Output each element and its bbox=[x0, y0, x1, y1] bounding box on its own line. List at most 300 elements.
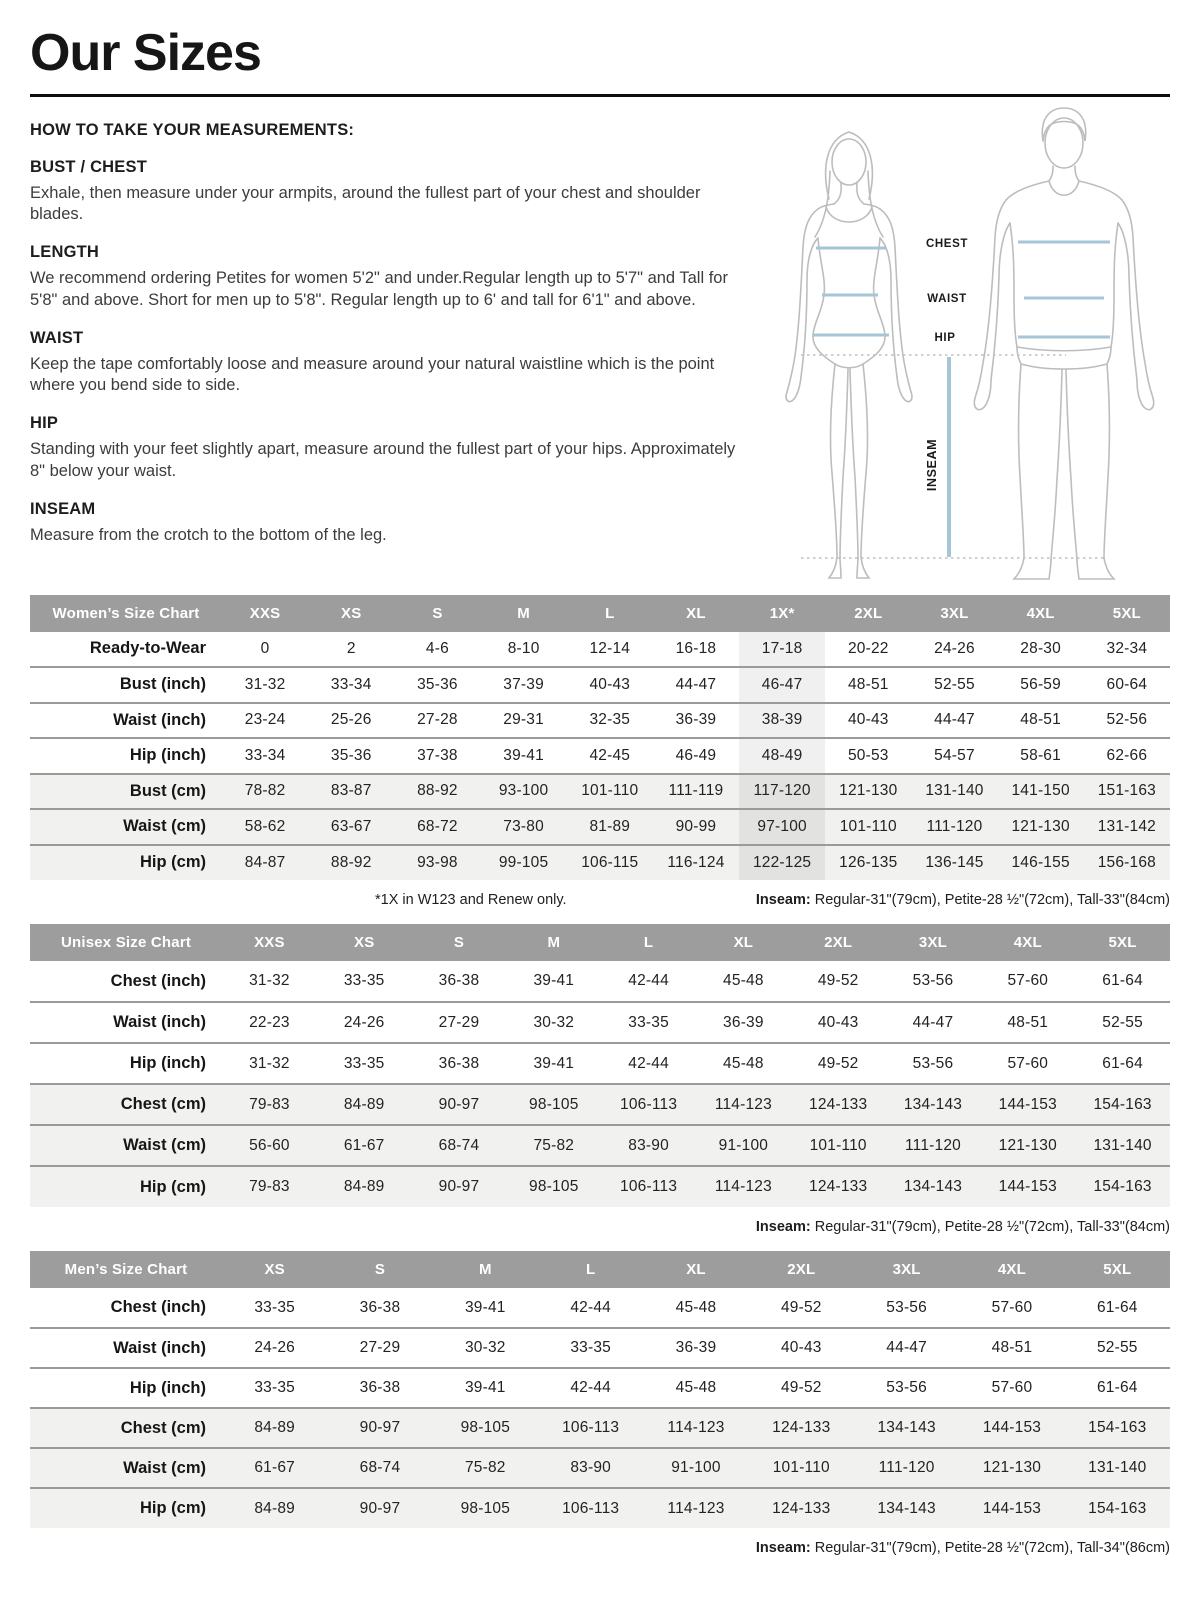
table-row bbox=[30, 1448, 1170, 1488]
size-column-header: S bbox=[394, 595, 480, 632]
size-column-header: 5XL bbox=[1065, 1251, 1170, 1288]
size-column-header: XS bbox=[308, 595, 394, 632]
size-column-header: XL bbox=[643, 1251, 748, 1288]
section-body: Keep the tape comfortably loose and measure around your natural waistline which is the point where you bend side to side. bbox=[30, 354, 715, 395]
size-column-header: XL bbox=[653, 595, 739, 632]
size-column-header: 4XL bbox=[959, 1251, 1064, 1288]
size-value-cell: 31-32 bbox=[249, 1054, 290, 1072]
section-length bbox=[30, 243, 748, 312]
size-value-cell: 114-123 bbox=[714, 1095, 772, 1113]
section-body: We recommend ordering Petites for women 5'2" and under.Regular length up to 5'7" and Tall for 5'8" and above. Short for men up to 5'8". Regular length up to 6' and tall for 6'1" and above. bbox=[30, 269, 728, 309]
size-value-cell: 16-18 bbox=[675, 639, 717, 657]
section-title: INSEAM bbox=[30, 499, 96, 518]
size-value-cell: 52-55 bbox=[1096, 1339, 1138, 1357]
size-value-cell: 30-32 bbox=[533, 1013, 575, 1031]
size-value-cell: 144-153 bbox=[982, 1419, 1042, 1437]
size-value-cell: 68-72 bbox=[417, 817, 458, 835]
size-value-cell: 154-163 bbox=[1088, 1499, 1147, 1517]
size-value-cell: 33-35 bbox=[570, 1339, 611, 1357]
size-value-cell: 84-89 bbox=[254, 1419, 295, 1437]
size-value-cell: 124-133 bbox=[809, 1178, 868, 1196]
table-row bbox=[30, 1002, 1170, 1043]
size-value-cell: 68-74 bbox=[359, 1459, 401, 1477]
size-column-header: S bbox=[412, 924, 507, 961]
size-column-header: 2XL bbox=[749, 1251, 854, 1288]
size-value-cell: 131-140 bbox=[925, 782, 984, 800]
size-value-cell: 114-123 bbox=[667, 1419, 725, 1437]
size-value-cell: 29-31 bbox=[503, 711, 544, 729]
size-value-cell: 28-30 bbox=[1020, 639, 1061, 657]
size-value-cell: 32-35 bbox=[589, 711, 631, 729]
size-value-cell: 36-38 bbox=[438, 972, 480, 990]
size-value-cell: 24-26 bbox=[254, 1339, 295, 1357]
size-value-cell: 38-39 bbox=[739, 703, 825, 739]
section-title: WAIST bbox=[30, 328, 84, 347]
size-value-cell: 4-6 bbox=[425, 639, 449, 657]
size-value-cell: 42-44 bbox=[628, 972, 669, 990]
size-value-cell: 44-47 bbox=[886, 1339, 927, 1357]
size-value-cell: 134-143 bbox=[903, 1178, 963, 1196]
size-value-cell: 33-35 bbox=[628, 1013, 669, 1031]
size-value-cell: 31-32 bbox=[249, 972, 290, 990]
size-value-cell: 122-125 bbox=[739, 845, 825, 881]
size-value-cell: 61-64 bbox=[1102, 972, 1143, 990]
size-value-cell: 111-120 bbox=[904, 1136, 961, 1154]
section-waist bbox=[30, 329, 748, 398]
size-value-cell: 154-163 bbox=[1093, 1178, 1152, 1196]
table-row bbox=[30, 1488, 1170, 1528]
size-value-cell: 98-105 bbox=[529, 1178, 579, 1196]
size-value-cell: 134-143 bbox=[903, 1095, 963, 1113]
size-value-cell: 39-41 bbox=[533, 1054, 575, 1072]
size-value-cell: 22-23 bbox=[249, 1013, 290, 1031]
size-value-cell: 98-105 bbox=[460, 1419, 511, 1437]
size-value-cell: 33-35 bbox=[343, 1054, 385, 1072]
size-value-cell: 93-100 bbox=[498, 782, 549, 800]
size-value-cell: 84-89 bbox=[254, 1499, 295, 1517]
size-value-cell: 90-97 bbox=[359, 1419, 401, 1437]
size-value-cell: 57-60 bbox=[1007, 1054, 1049, 1072]
table-row bbox=[30, 1125, 1170, 1166]
section-title: BUST / CHEST bbox=[30, 157, 147, 176]
size-value-cell: 131-140 bbox=[1088, 1459, 1147, 1477]
size-value-cell: 146-155 bbox=[1011, 853, 1070, 871]
size-value-cell: 156-168 bbox=[1097, 853, 1156, 871]
size-value-cell: 23-24 bbox=[244, 711, 286, 729]
size-value-cell: 17-18 bbox=[739, 632, 825, 668]
unisex-size-chart-table bbox=[30, 924, 1170, 1207]
size-value-cell: 36-38 bbox=[359, 1298, 401, 1316]
size-value-cell: 154-163 bbox=[1093, 1095, 1152, 1113]
size-column-header: XL bbox=[696, 924, 791, 961]
row-label: Chest (cm) bbox=[120, 1418, 206, 1437]
size-column-header: XXS bbox=[222, 924, 317, 961]
section-title: LENGTH bbox=[30, 243, 100, 262]
table-row bbox=[30, 809, 1170, 845]
row-label: Waist (inch) bbox=[113, 1013, 206, 1032]
row-label: Waist (cm) bbox=[123, 1458, 206, 1477]
size-value-cell: 24-26 bbox=[934, 639, 975, 657]
size-column-header: S bbox=[327, 1251, 432, 1288]
size-value-cell: 111-120 bbox=[878, 1459, 935, 1477]
size-value-cell: 154-163 bbox=[1088, 1419, 1147, 1437]
size-value-cell: 63-67 bbox=[330, 817, 372, 835]
row-label: Bust (cm) bbox=[129, 781, 206, 800]
row-label: Chest (inch) bbox=[110, 971, 206, 990]
size-value-cell: 57-60 bbox=[991, 1379, 1033, 1397]
size-value-cell: 46-47 bbox=[739, 667, 825, 703]
size-value-cell: 84-89 bbox=[343, 1095, 385, 1113]
size-column-header: 3XL bbox=[886, 924, 981, 961]
size-value-cell: 53-56 bbox=[912, 1054, 954, 1072]
section-body: Standing with your feet slightly apart, measure around the fullest part of your hips. Approximately 8" below your waist. bbox=[30, 440, 736, 480]
size-value-cell: 61-64 bbox=[1096, 1298, 1138, 1316]
size-value-cell: 144-153 bbox=[998, 1095, 1057, 1113]
size-value-cell: 88-92 bbox=[330, 853, 372, 871]
size-value-cell: 90-99 bbox=[675, 817, 717, 835]
size-value-cell: 136-145 bbox=[925, 853, 984, 871]
size-value-cell: 49-52 bbox=[817, 972, 859, 990]
size-value-cell: 27-28 bbox=[417, 711, 458, 729]
size-column-header: M bbox=[506, 924, 601, 961]
size-value-cell: 141-150 bbox=[1011, 782, 1070, 800]
size-value-cell: 121-130 bbox=[1011, 817, 1070, 835]
row-label: Waist (inch) bbox=[113, 710, 206, 729]
size-value-cell: 8-10 bbox=[507, 639, 540, 657]
inseam-note bbox=[756, 1219, 1170, 1235]
howto-text-column bbox=[30, 121, 758, 589]
table-row bbox=[30, 703, 1170, 739]
size-value-cell: 40-43 bbox=[847, 711, 889, 729]
size-value-cell: 45-48 bbox=[723, 972, 764, 990]
section-bust-chest bbox=[30, 158, 748, 227]
size-value-cell: 121-130 bbox=[839, 782, 898, 800]
row-label: Waist (cm) bbox=[123, 1136, 206, 1155]
size-value-cell: 91-100 bbox=[671, 1459, 721, 1477]
section-hip bbox=[30, 414, 748, 483]
table-row bbox=[30, 845, 1170, 881]
size-value-cell: 48-51 bbox=[847, 675, 889, 693]
table-row bbox=[30, 1166, 1170, 1207]
size-value-cell: 79-83 bbox=[249, 1178, 290, 1196]
size-value-cell: 79-83 bbox=[249, 1095, 290, 1113]
womens-size-chart-section bbox=[30, 595, 1170, 909]
size-column-header: L bbox=[567, 595, 653, 632]
size-value-cell: 114-123 bbox=[714, 1178, 772, 1196]
size-value-cell: 93-98 bbox=[417, 853, 458, 871]
size-value-cell: 106-115 bbox=[581, 853, 639, 871]
size-value-cell: 62-66 bbox=[1106, 746, 1148, 764]
size-value-cell: 36-39 bbox=[675, 1339, 717, 1357]
size-value-cell: 97-100 bbox=[739, 809, 825, 845]
size-value-cell: 90-97 bbox=[438, 1178, 480, 1196]
size-value-cell: 124-133 bbox=[772, 1419, 831, 1437]
row-label: Hip (inch) bbox=[129, 746, 206, 765]
man-silhouette-icon bbox=[974, 108, 1153, 579]
mens-size-chart-table bbox=[30, 1251, 1170, 1528]
title-divider bbox=[30, 94, 1170, 97]
size-value-cell: 45-48 bbox=[675, 1379, 717, 1397]
size-value-cell: 44-47 bbox=[675, 675, 717, 693]
unisex-size-chart-section bbox=[30, 924, 1170, 1235]
size-value-cell: 36-38 bbox=[438, 1054, 480, 1072]
size-value-cell: 56-60 bbox=[249, 1136, 290, 1154]
size-value-cell: 33-35 bbox=[254, 1298, 295, 1316]
size-column-header: M bbox=[433, 1251, 538, 1288]
size-value-cell: 49-52 bbox=[817, 1054, 859, 1072]
inseam-note-text: Regular-31"(79cm), Petite-28 ½"(72cm), Tall-33"(84cm) bbox=[810, 892, 1170, 909]
size-value-cell: 106-113 bbox=[562, 1419, 620, 1437]
size-value-cell: 90-97 bbox=[438, 1095, 480, 1113]
row-label: Chest (inch) bbox=[110, 1298, 206, 1317]
row-label: Bust (inch) bbox=[119, 675, 206, 694]
waist-label: WAIST bbox=[927, 292, 967, 305]
size-value-cell: 31-32 bbox=[244, 675, 286, 693]
size-value-cell: 42-44 bbox=[628, 1054, 669, 1072]
size-value-cell: 124-133 bbox=[809, 1095, 868, 1113]
size-column-header: L bbox=[538, 1251, 643, 1288]
inseam-note-label: Inseam: bbox=[755, 1540, 811, 1557]
size-value-cell: 42-44 bbox=[570, 1379, 611, 1397]
size-value-cell: 50-53 bbox=[847, 746, 889, 764]
mens-footnote bbox=[30, 1540, 1170, 1556]
one-x-note: *1X in W123 and Renew only. bbox=[375, 892, 567, 909]
size-value-cell: 101-110 bbox=[581, 782, 639, 800]
table-row bbox=[30, 1084, 1170, 1125]
size-column-header: 2XL bbox=[825, 595, 911, 632]
size-value-cell: 106-113 bbox=[620, 1178, 678, 1196]
size-value-cell: 30-32 bbox=[464, 1339, 506, 1357]
size-value-cell: 33-34 bbox=[330, 675, 372, 693]
row-label: Chest (cm) bbox=[120, 1095, 206, 1114]
size-value-cell: 61-64 bbox=[1096, 1379, 1138, 1397]
size-value-cell: 53-56 bbox=[886, 1298, 927, 1316]
table-title: Men’s Size Chart bbox=[30, 1251, 222, 1288]
table-row bbox=[30, 1408, 1170, 1448]
table-title: Women’s Size Chart bbox=[30, 595, 222, 632]
size-value-cell: 84-89 bbox=[343, 1178, 385, 1196]
size-value-cell: 111-119 bbox=[668, 782, 724, 800]
size-value-cell: 126-135 bbox=[839, 853, 898, 871]
unisex-footnote bbox=[30, 1219, 1170, 1235]
table-row bbox=[30, 738, 1170, 774]
inseam-note bbox=[756, 892, 1170, 908]
size-value-cell: 52-56 bbox=[1106, 711, 1148, 729]
size-value-cell: 78-82 bbox=[244, 782, 286, 800]
table-row bbox=[30, 1328, 1170, 1368]
size-value-cell: 57-60 bbox=[1007, 972, 1049, 990]
size-value-cell: 36-39 bbox=[723, 1013, 764, 1031]
row-label: Hip (cm) bbox=[140, 1177, 206, 1196]
size-value-cell: 151-163 bbox=[1097, 782, 1156, 800]
size-column-header: XS bbox=[317, 924, 412, 961]
size-value-cell: 90-97 bbox=[359, 1499, 401, 1517]
size-value-cell: 54-57 bbox=[934, 746, 975, 764]
size-value-cell: 48-51 bbox=[991, 1339, 1033, 1357]
size-column-header: L bbox=[601, 924, 696, 961]
size-value-cell: 39-41 bbox=[464, 1298, 506, 1316]
size-value-cell: 111-120 bbox=[926, 817, 983, 835]
measurement-diagram bbox=[758, 121, 1170, 589]
chest-label: CHEST bbox=[926, 237, 968, 250]
size-value-cell: 101-110 bbox=[839, 817, 897, 835]
size-value-cell: 45-48 bbox=[675, 1298, 717, 1316]
table-row bbox=[30, 632, 1170, 668]
size-value-cell: 84-87 bbox=[244, 853, 286, 871]
size-value-cell: 61-67 bbox=[343, 1136, 385, 1154]
size-value-cell: 91-100 bbox=[718, 1136, 769, 1154]
size-value-cell: 124-133 bbox=[772, 1499, 831, 1517]
size-value-cell: 114-123 bbox=[667, 1499, 725, 1517]
size-value-cell: 39-41 bbox=[503, 746, 544, 764]
size-value-cell: 98-105 bbox=[529, 1095, 579, 1113]
size-column-header: XS bbox=[222, 1251, 327, 1288]
size-column-header: 4XL bbox=[980, 924, 1075, 961]
size-value-cell: 134-143 bbox=[877, 1499, 936, 1517]
section-body: Measure from the crotch to the bottom of the leg. bbox=[30, 525, 387, 544]
row-label: Hip (cm) bbox=[140, 853, 206, 872]
size-value-cell: 37-39 bbox=[503, 675, 544, 693]
size-column-header: 1X* bbox=[739, 595, 825, 632]
size-value-cell: 27-29 bbox=[359, 1339, 401, 1357]
size-value-cell: 33-35 bbox=[254, 1379, 295, 1397]
size-value-cell: 131-140 bbox=[1093, 1136, 1152, 1154]
size-value-cell: 32-34 bbox=[1106, 639, 1148, 657]
size-value-cell: 121-130 bbox=[982, 1459, 1042, 1477]
size-column-header: 5XL bbox=[1075, 924, 1170, 961]
size-value-cell: 117-120 bbox=[739, 774, 825, 810]
row-label: Waist (inch) bbox=[113, 1338, 206, 1357]
inseam-note-label: Inseam: bbox=[755, 892, 811, 909]
size-value-cell: 75-82 bbox=[464, 1459, 506, 1477]
size-value-cell: 83-87 bbox=[330, 782, 372, 800]
size-value-cell: 35-36 bbox=[330, 746, 372, 764]
size-column-header: 5XL bbox=[1084, 595, 1170, 632]
table-row bbox=[30, 774, 1170, 810]
size-value-cell: 24-26 bbox=[343, 1013, 385, 1031]
section-title: HIP bbox=[30, 414, 59, 433]
size-value-cell: 0 bbox=[260, 639, 270, 657]
section-inseam bbox=[30, 500, 748, 547]
table-row bbox=[30, 667, 1170, 703]
section-body: Exhale, then measure under your armpits, around the fullest part of your chest and shoulder blades. bbox=[30, 183, 701, 224]
size-value-cell: 37-38 bbox=[417, 746, 458, 764]
size-value-cell: 33-34 bbox=[244, 746, 286, 764]
size-value-cell: 99-105 bbox=[498, 853, 549, 871]
hip-label: HIP bbox=[934, 331, 956, 344]
size-value-cell: 42-45 bbox=[589, 746, 631, 764]
howto-heading: HOW TO TAKE YOUR MEASUREMENTS: bbox=[30, 120, 355, 139]
size-value-cell: 106-113 bbox=[620, 1095, 678, 1113]
size-column-header: 3XL bbox=[911, 595, 997, 632]
size-value-cell: 42-44 bbox=[570, 1298, 611, 1316]
size-value-cell: 44-47 bbox=[912, 1013, 954, 1031]
size-value-cell: 83-90 bbox=[628, 1136, 669, 1154]
size-value-cell: 88-92 bbox=[417, 782, 458, 800]
size-column-header: 2XL bbox=[791, 924, 886, 961]
size-value-cell: 56-59 bbox=[1020, 675, 1061, 693]
size-value-cell: 134-143 bbox=[877, 1419, 936, 1437]
size-value-cell: 39-41 bbox=[533, 972, 575, 990]
size-column-header: 4XL bbox=[998, 595, 1084, 632]
size-value-cell: 25-26 bbox=[330, 711, 372, 729]
measurement-lines bbox=[813, 242, 1110, 557]
size-value-cell: 36-38 bbox=[359, 1379, 401, 1397]
size-value-cell: 68-74 bbox=[438, 1136, 480, 1154]
table-title: Unisex Size Chart bbox=[30, 924, 222, 961]
measurement-instructions-section bbox=[30, 121, 1170, 589]
row-label: Hip (cm) bbox=[140, 1499, 206, 1518]
size-value-cell: 46-49 bbox=[675, 746, 717, 764]
size-value-cell: 53-56 bbox=[912, 972, 954, 990]
size-value-cell: 48-51 bbox=[1007, 1013, 1049, 1031]
size-value-cell: 60-64 bbox=[1106, 675, 1148, 693]
table-row bbox=[30, 1368, 1170, 1408]
womens-footnote bbox=[30, 892, 1170, 908]
size-value-cell: 48-49 bbox=[739, 738, 825, 774]
size-value-cell: 83-90 bbox=[570, 1459, 611, 1477]
size-column-header: XXS bbox=[222, 595, 308, 632]
size-value-cell: 44-47 bbox=[934, 711, 975, 729]
size-value-cell: 27-29 bbox=[438, 1013, 480, 1031]
table-row bbox=[30, 961, 1170, 1002]
size-value-cell: 36-39 bbox=[675, 711, 717, 729]
mens-size-chart-section bbox=[30, 1251, 1170, 1556]
size-value-cell: 39-41 bbox=[464, 1379, 506, 1397]
size-value-cell: 75-82 bbox=[533, 1136, 575, 1154]
size-value-cell: 45-48 bbox=[723, 1054, 764, 1072]
row-label: Hip (inch) bbox=[129, 1378, 206, 1397]
size-value-cell: 12-14 bbox=[589, 639, 631, 657]
size-value-cell: 57-60 bbox=[991, 1298, 1033, 1316]
size-value-cell: 101-110 bbox=[772, 1459, 830, 1477]
size-value-cell: 131-142 bbox=[1097, 817, 1156, 835]
size-value-cell: 49-52 bbox=[780, 1298, 822, 1316]
size-value-cell: 33-35 bbox=[343, 972, 385, 990]
size-value-cell: 35-36 bbox=[417, 675, 458, 693]
size-value-cell: 52-55 bbox=[934, 675, 975, 693]
size-value-cell: 98-105 bbox=[460, 1499, 511, 1517]
size-value-cell: 48-51 bbox=[1020, 711, 1061, 729]
row-label: Waist (cm) bbox=[123, 817, 206, 836]
size-value-cell: 40-43 bbox=[817, 1013, 859, 1031]
size-value-cell: 121-130 bbox=[998, 1136, 1057, 1154]
table-row bbox=[30, 1288, 1170, 1328]
row-label: Hip (inch) bbox=[129, 1054, 206, 1073]
body-measurement-figure-icon bbox=[756, 105, 1176, 585]
womens-size-chart-table bbox=[30, 595, 1170, 881]
size-value-cell: 116-124 bbox=[667, 853, 725, 871]
row-label: Ready-to-Wear bbox=[89, 639, 206, 658]
size-column-header: M bbox=[481, 595, 567, 632]
table-row bbox=[30, 1043, 1170, 1084]
size-value-cell: 20-22 bbox=[847, 639, 889, 657]
inseam-note bbox=[756, 1540, 1170, 1556]
size-value-cell: 106-113 bbox=[562, 1499, 620, 1517]
size-column-header: 3XL bbox=[854, 1251, 959, 1288]
size-value-cell: 81-89 bbox=[589, 817, 631, 835]
size-value-cell: 144-153 bbox=[982, 1499, 1042, 1517]
size-value-cell: 2 bbox=[346, 639, 356, 657]
size-value-cell: 144-153 bbox=[998, 1178, 1057, 1196]
size-value-cell: 58-61 bbox=[1020, 746, 1061, 764]
size-value-cell: 52-55 bbox=[1102, 1013, 1143, 1031]
size-value-cell: 101-110 bbox=[809, 1136, 867, 1154]
size-value-cell: 58-62 bbox=[244, 817, 286, 835]
size-value-cell: 49-52 bbox=[780, 1379, 822, 1397]
size-value-cell: 53-56 bbox=[886, 1379, 927, 1397]
size-value-cell: 40-43 bbox=[780, 1339, 822, 1357]
